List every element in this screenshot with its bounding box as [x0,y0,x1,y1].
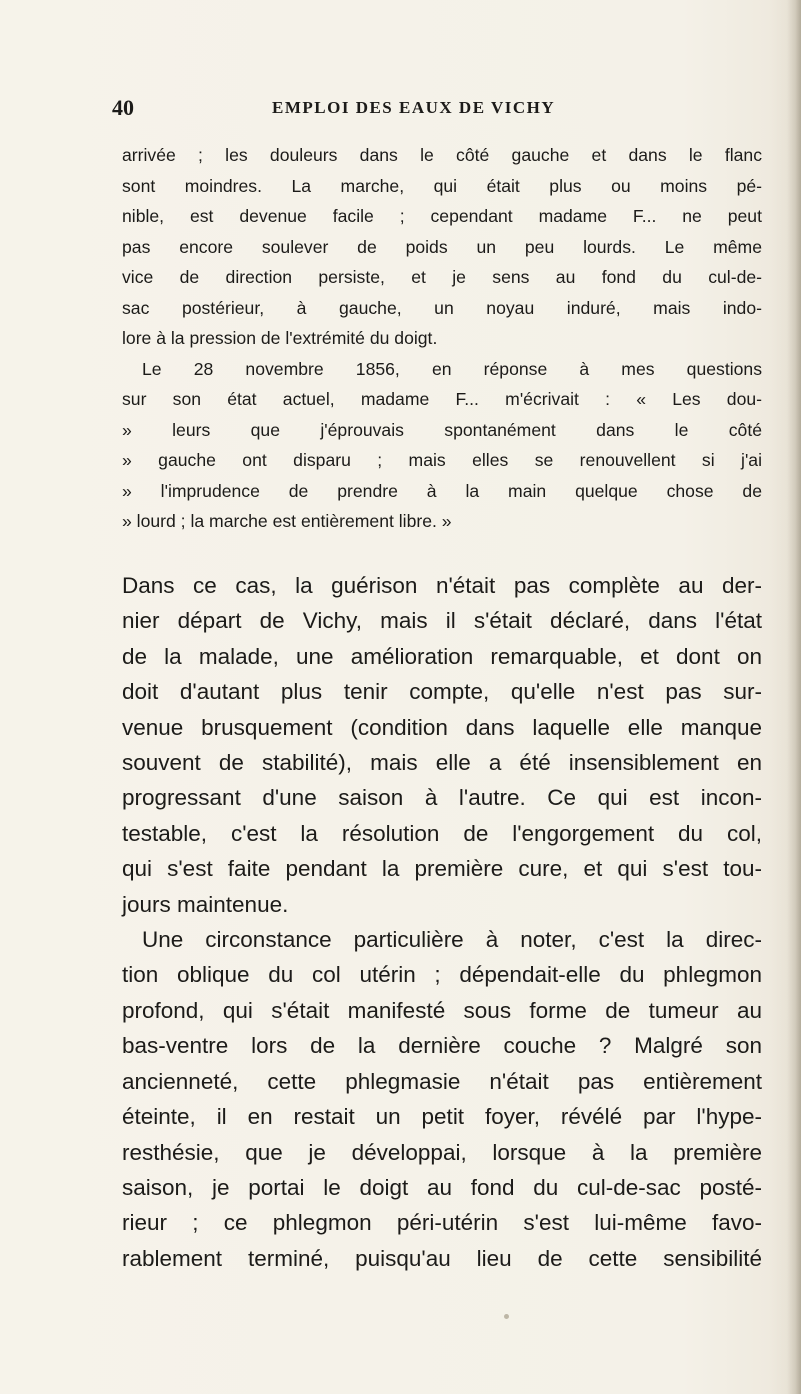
text-line: doit d'autant plus tenir compte, qu'elle n'est pas sur- [122,679,762,705]
text-line: pas encore soulever de poids un peu lourds. Le même [122,236,762,257]
text-line: » gauche ont disparu ; mais elles se renouvellent si j'ai [122,450,762,470]
running-head: EMPLOI DES EAUX DE VICHY [272,98,556,117]
text-line: Une circonstance particulière à noter, c'est la direc- [142,927,762,953]
text-line: testable, c'est la résolution de l'engorgement du col, [122,820,762,846]
text-line: jours maintenue. [122,891,289,917]
text-line: venue brusquement (condition dans laquelle elle manque [122,714,762,740]
small-print-passage [122,140,762,537]
text-line: nier départ de Vichy, mais il s'était déclaré, dans l'état [122,608,762,634]
main-text-passage [122,568,762,1276]
page-header [112,95,672,125]
text-line: profond, qui s'était manifesté sous forme de tumeur au [122,997,762,1023]
text-line: progressant d'une saison à l'autre. Ce qui est incon- [122,785,762,811]
text-line: Dans ce cas, la guérison n'était pas complète au der- [122,573,762,598]
page-number: 40 [112,95,134,120]
text-line: rablement terminé, puisqu'au lieu de cette sensibilité [122,1245,762,1271]
text-line: bas-ventre lors de la dernière couche ? Malgré son [122,1033,762,1059]
text-line: ancienneté, cette phlegmasie n'était pas entièrement [122,1068,762,1094]
text-line: resthésie, que je développai, lorsque à la première [122,1139,762,1165]
text-line: sont moindres. La marche, qui était plus ou moins pé- [122,175,762,196]
text-line: nible, est devenue facile ; cependant madame F... ne peut [122,206,762,226]
text-line: lore à la pression de l'extrémité du doigt. [122,328,438,348]
text-line: de la malade, une amélioration remarquable, et dont on [122,643,762,669]
text-line: sur son état actuel, madame F... m'écrivait : « Les dou- [122,389,762,409]
text-line: éteinte, il en restait un petit foyer, révélé par l'hype- [122,1104,762,1130]
text-line: Le 28 novembre 1856, en réponse à mes questions [142,358,762,379]
text-line: vice de direction persiste, et je sens au fond du cul-de- [122,267,762,287]
text-line: rieur ; ce phlegmon péri-utérin s'est lui-même favo- [122,1210,762,1236]
text-line: sac postérieur, à gauche, un noyau induré, mais indo- [122,297,762,318]
text-line: arrivée ; les douleurs dans le côté gauche et dans le flanc [122,145,762,165]
paper-speck [504,1314,509,1319]
text-line: tion oblique du col utérin ; dépendait-elle du phlegmon [122,962,762,988]
page-edge-shadow [787,0,801,1394]
text-line: » leurs que j'éprouvais spontanément dans le côté [122,419,762,440]
text-line: saison, je portai le doigt au fond du cul-de-sac posté- [122,1174,762,1200]
text-line: » lourd ; la marche est entièrement libre. » [122,511,452,531]
text-line: » l'imprudence de prendre à la main quelque chose de [122,480,762,501]
text-line: qui s'est faite pendant la première cure, et qui s'est tou- [122,856,762,882]
text-line: souvent de stabilité), mais elle a été insensiblement en [122,750,762,776]
